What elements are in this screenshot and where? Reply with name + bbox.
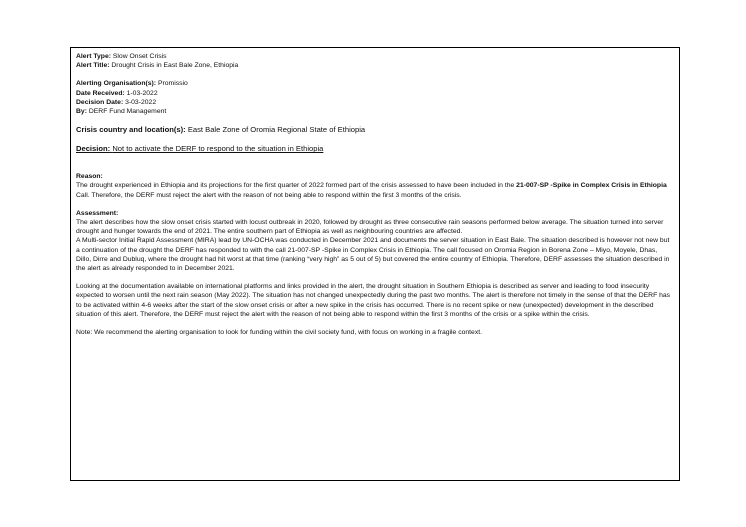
reason-text-after: Call. Therefore, the DERF must reject the alert with the reason of not being able to respond within the first 3 months of the crisis.	[76, 191, 462, 199]
alert-decision-document	[70, 47, 680, 481]
assessment-paragraph-1: The alert describes how the slow onset crisis started with locust outbreak in 2020, followed by drought as three consecutive rain seasons performed below average. The situation turned into server drought and hunger towards the end of 2021. The entire southern part of Ethiopia as well as neighbouring countries are affected.	[76, 219, 664, 236]
received-line	[76, 89, 674, 98]
by-value: DERF Fund Management	[88, 108, 167, 116]
location-value: East Bale Zone of Oromia Regional State of Ethiopia	[187, 125, 366, 135]
assessment-paragraph-2: A Multi-sector Initial Rapid Assessment (MIRA) lead by UN-OCHA was conducted in December 2021 and documents the server situation in East Bale. The situation described is however not new but a continuation of the drought the DERF has responded to with the call 21-007-SP -Spike in Complex Crisis in Ethiopia. The call focused on Oromia Region in Borena Zone – Miyo, Moyele, Dhas, Dillo, Dirre and Dubluq, where the drought had hit worst at that time (ranking “very high” as 5 out of 5) but covered the entire country of Ethiopia. Therefore, DERF assesses the situation described in the alert as already responded to in December 2021.	[76, 237, 670, 273]
spacer	[76, 200, 674, 209]
reason-text-before: The drought experienced in Ethiopia and its projections for the first quarter of 2022 formed part of the crisis assessed to have been included in the	[76, 182, 515, 190]
alert-title-label: Alert Title:	[76, 62, 110, 70]
decision-date-value: 3-03-2022	[125, 98, 157, 106]
spacer	[76, 135, 674, 144]
reason-text	[76, 181, 674, 199]
spacer	[76, 273, 674, 282]
org-label: Alerting Organisation(s):	[76, 80, 157, 88]
location-line	[76, 125, 674, 135]
decision-line	[76, 144, 674, 154]
alert-title-line	[76, 61, 674, 70]
decision-label: Decision:	[76, 144, 111, 154]
spacer	[76, 163, 674, 172]
spacer	[76, 70, 674, 79]
reason-call-reference: 21-007-SP -Spike in Complex Crisis in Ethiopia	[516, 182, 667, 190]
alert-type-label: Alert Type:	[76, 53, 111, 60]
decision-date-label: Decision Date:	[76, 98, 124, 106]
org-value: Promissio	[157, 80, 188, 88]
assessment-paragraph-3: Looking at the documentation available on international platforms and links provided in the alert, the drought situation in Southern Ethiopia is described as server and leading to food insecurity expected to worsen until the next rain season (May 2022). The situation has not changed unexpectedly during the past two months. The alert is therefore not timely in the sense of that the DERF has to be activated within 4-6 weeks after the start of the slow onset crisis or after a new spike in the crisis has occurred. There is no recent spike or new (unexpected) development in the described situation of this alert. Therefore, the DERF must reject the alert with the reason of not being able to respond within the first 3 months of the crisis or a spike within the crisis.	[76, 283, 671, 318]
spacer	[76, 319, 674, 328]
decision-date-line	[76, 98, 674, 107]
spacer	[76, 116, 674, 125]
spacer	[76, 154, 674, 163]
location-label: Crisis country and location(s):	[76, 125, 186, 135]
received-value: 1-03-2022	[126, 89, 158, 97]
alert-type-line	[76, 52, 674, 61]
note-text: Note: We recommend the alerting organisation to look for funding within the civil society fund, with focus on working in a fragile context.	[76, 329, 483, 337]
decision-value: Not to activate the DERF to respond to the situation in Ethiopia	[112, 144, 324, 154]
received-label: Date Received:	[76, 89, 125, 97]
alert-type-value: Slow Onset Crisis	[112, 53, 167, 60]
org-line	[76, 79, 674, 88]
alert-title-value: Drought Crisis in East Bale Zone, Ethiopia	[111, 62, 239, 70]
reason-heading: Reason:	[76, 173, 103, 181]
by-line	[76, 107, 674, 116]
by-label: By:	[76, 108, 87, 116]
assessment-heading: Assessment:	[76, 209, 119, 217]
